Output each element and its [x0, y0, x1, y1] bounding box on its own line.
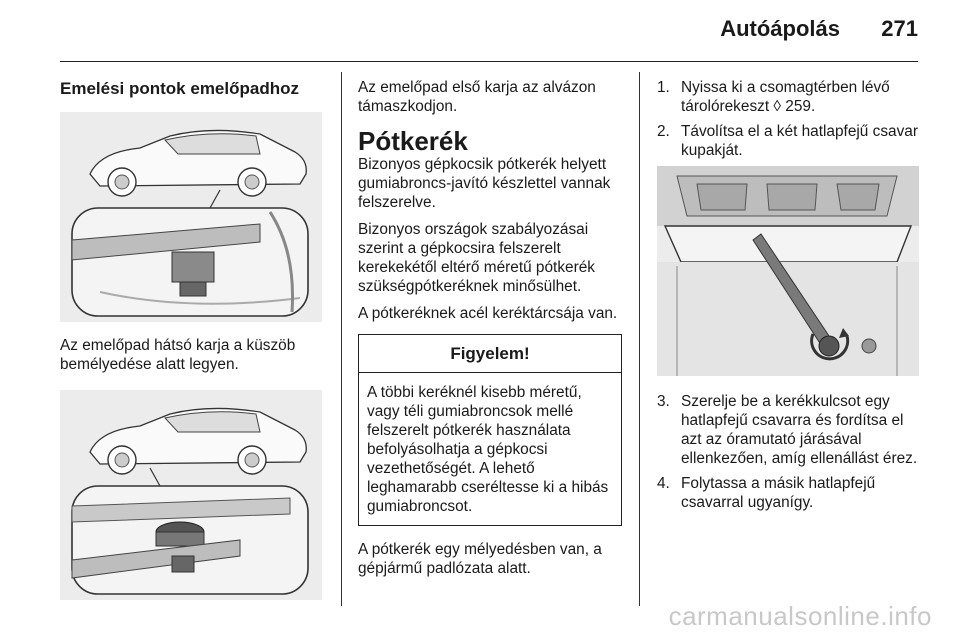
column-divider-right — [639, 72, 640, 606]
column-2 — [358, 72, 622, 578]
spare-wheel-paragraph-2: Bizonyos országok szabályozásai szerint a gépkocsira felszerelt kerekekétől eltérő méretű pótkerék szükségpótkeréknek minősülhet. — [358, 221, 595, 295]
step-item — [657, 474, 919, 512]
column-1 — [60, 72, 322, 600]
step-number: 1. — [657, 79, 670, 96]
step-text: Folytassa a másik hatlapfejű csavarral ugyanígy. — [681, 475, 876, 511]
chapter-title: Autóápolás — [720, 16, 840, 41]
step-number: 4. — [657, 475, 670, 492]
steps-list-bottom — [657, 392, 919, 512]
warning-box — [358, 334, 622, 526]
car-lift-illustration-rear — [60, 112, 322, 322]
caption-rear-lift: Az emelőpad hátsó karja a küszöb bemélyedése alatt legyen. — [60, 337, 296, 373]
steps-list-top — [657, 78, 919, 160]
figure-rear-lift-point — [60, 112, 322, 322]
column-3 — [657, 72, 919, 518]
spare-wheel-location-text: A pótkerék egy mélyedésben van, a gépjármű padlózata alatt. — [358, 541, 602, 577]
warning-text: A többi keréknél kisebb méretű, vagy téli gumiabroncsok mellé felszerelt pótkerék használata befolyásolhatja a gépkocsi vezethetőségét. A lehető leghamarabb cseréltesse ki a hibás gumiabroncsot. — [367, 384, 609, 515]
trunk-wrench-illustration — [657, 166, 919, 376]
watermark: carmanualsonline.info — [668, 601, 932, 631]
figure-trunk-wheel-wrench — [657, 166, 919, 376]
step-item — [657, 122, 919, 160]
spare-wheel-paragraph-3: A pótkeréknek acél keréktárcsája van. — [358, 305, 618, 322]
car-lift-illustration-front — [60, 390, 322, 600]
spare-wheel-paragraph-1: Bizonyos gépkocsik pótkerék helyett gumiabroncs-javító készlettel vannak felszerelve. — [358, 156, 611, 211]
section-heading-spare-wheel: Pótkerék — [358, 126, 468, 156]
figure-front-lift-point — [60, 390, 322, 600]
step-text: Szerelje be a kerékkulcsot egy hatlapfejű csavarra és fordítsa el azt az óramutató járásával ellenkezően, amíg ellenállást érez. — [681, 393, 918, 467]
section-heading-lifting-points: Emelési pontok emelőpadhoz — [60, 79, 299, 98]
front-arm-text: Az emelőpad első karja az alvázon támaszkodjon. — [358, 79, 596, 115]
warning-body — [359, 373, 621, 525]
step-text: Távolítsa el a két hatlapfejű csavar kupakját. — [681, 123, 918, 159]
step-item — [657, 78, 919, 116]
header-rule — [60, 61, 918, 62]
step-number: 2. — [657, 123, 670, 140]
step-number: 3. — [657, 393, 670, 410]
step-item — [657, 392, 919, 468]
warning-title: Figyelem! — [359, 335, 621, 373]
column-divider-left — [341, 72, 342, 606]
step-text: Nyissa ki a csomagtérben lévő tárolórekeszt ◊ 259. — [681, 79, 890, 115]
page-number: 271 — [881, 16, 918, 41]
